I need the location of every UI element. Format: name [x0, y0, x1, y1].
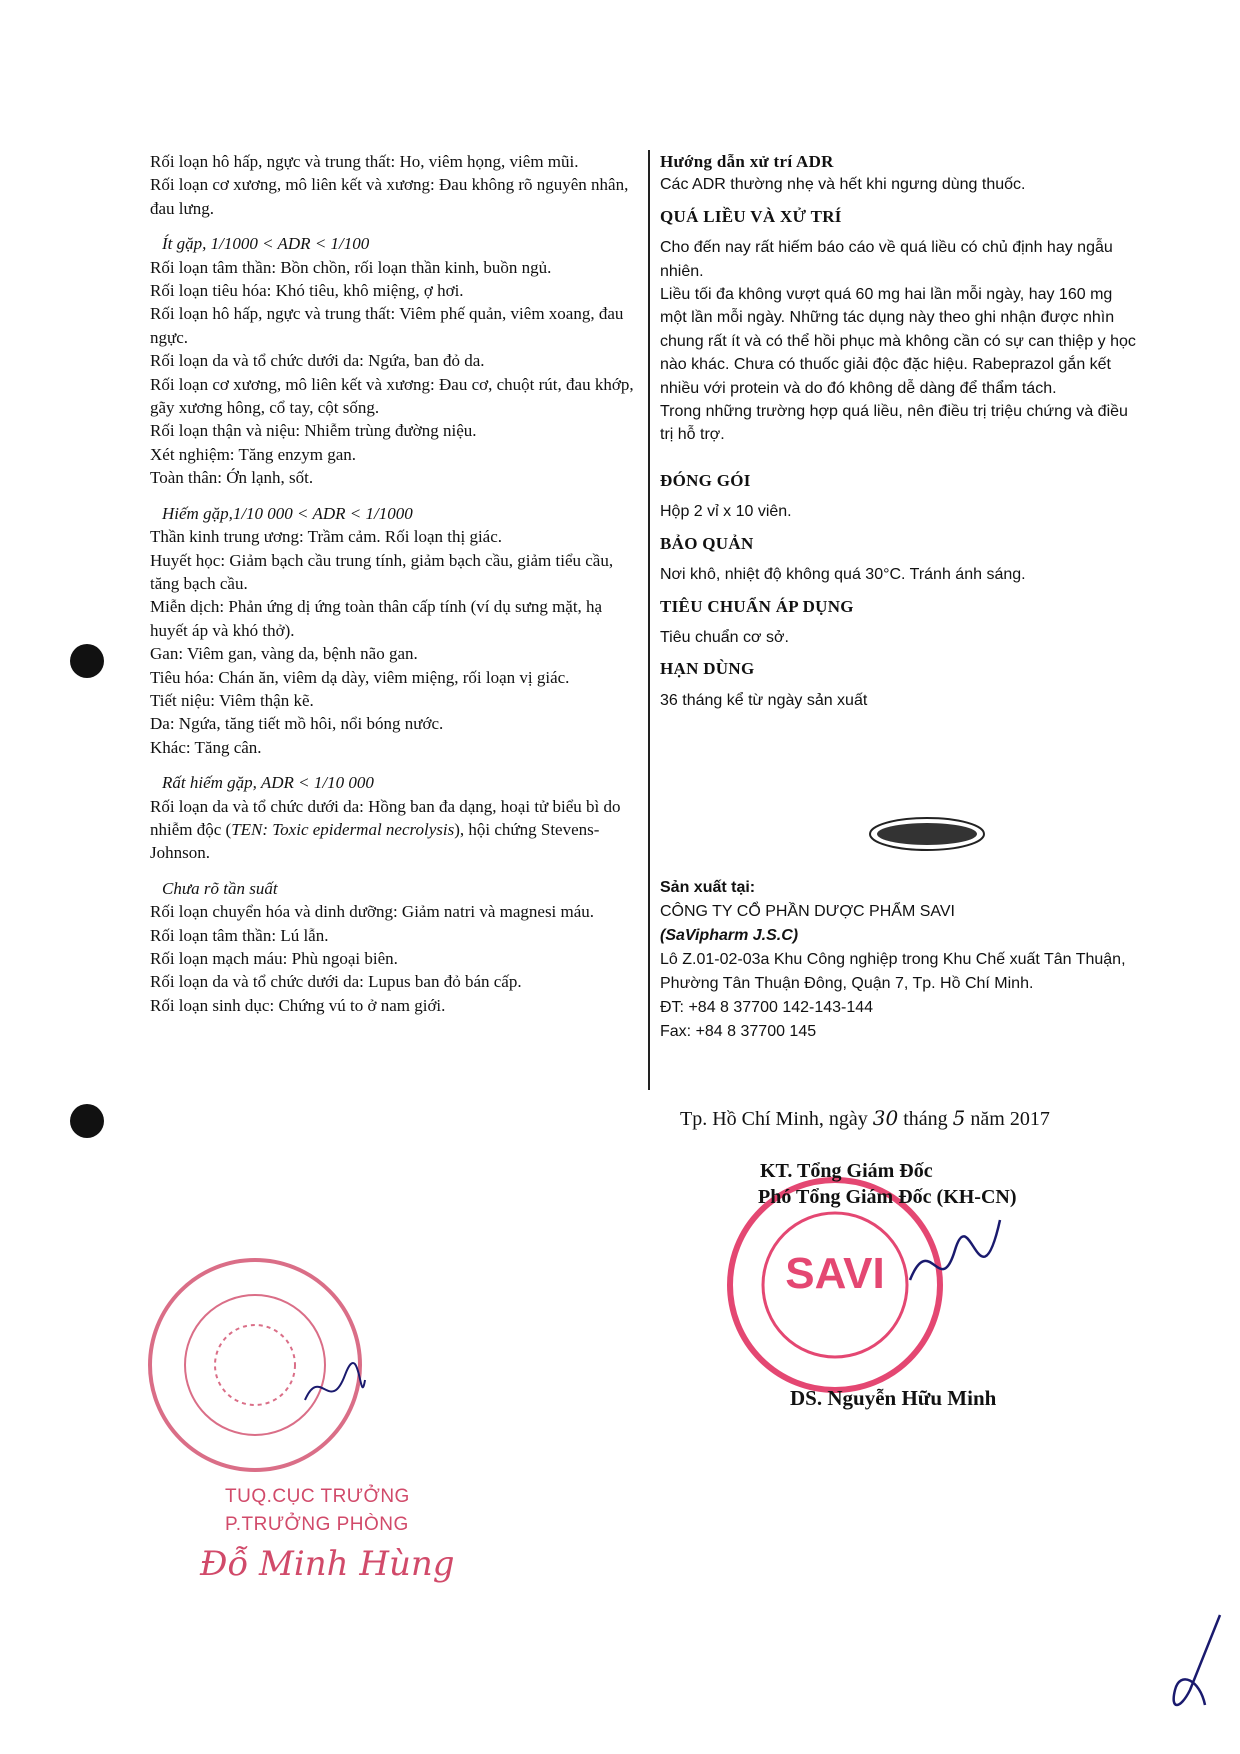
- punch-hole-bottom: [70, 1104, 104, 1138]
- company-name: CÔNG TY CỔ PHẦN DƯỢC PHẨM SAVI: [660, 903, 955, 920]
- adr-handling-heading: Hướng dẫn xử trí ADR: [660, 152, 834, 171]
- adr-line: Rối loạn cơ xương, mô liên kết và xương: Đau cơ, chuột rút, đau khớp, gãy xương hông, cổ tay, cột sống.: [150, 374, 634, 418]
- standard-heading: TIÊU CHUẨN ÁP DỤNG: [660, 596, 854, 616]
- date-month-label: tháng: [903, 1108, 948, 1130]
- approval-line-1: TUQ.CỤC TRƯỞNG: [225, 1486, 410, 1507]
- very-rare-heading: Rất hiếm gặp, ADR < 1/10 000: [162, 773, 374, 793]
- overdose-p2: Liều tối đa không vượt quá 60 mg hai lần mỗi ngày, hay 160 mg một lần mỗi ngày. Những tác dụng này theo ghi nhận được nhìn chung rất ít và có thể hồi phục mà không cần có sự can thiệp y học nào khác. Chưa có thuốc giải độc đặc hiệu. Rabeprazol gắn kết nhiều với protein và do đó không dễ dàng để thẩm tách.: [660, 286, 1136, 397]
- adr-line: Rối loạn da và tổ chức dưới da: Lupus ban đỏ bán cấp.: [150, 972, 522, 992]
- manufacturer-label: Sản xuất tại:: [660, 879, 756, 896]
- date-day: 30: [872, 1106, 899, 1130]
- packaging-text: Hộp 2 vỉ x 10 viên.: [660, 503, 792, 521]
- authority-signature: [300, 1360, 370, 1420]
- signing-date: [680, 1106, 1050, 1131]
- adr-line: Tiêu hóa: Chán ăn, viêm dạ dày, viêm miệng, rối loạn vị giác.: [150, 667, 570, 687]
- approval-signer-name: Đỗ Minh Hùng: [200, 1544, 455, 1584]
- adr-line: Thần kinh trung ương: Trầm cảm. Rối loạn thị giác.: [150, 527, 503, 547]
- adr-line: Rối loạn sinh dục: Chứng vú to ở nam giới.: [150, 995, 446, 1015]
- adr-line: Xét nghiệm: Tăng enzym gan.: [150, 444, 356, 464]
- very-rare-text-a: Rối loạn da và tổ chức dưới da: Hồng ban đa dạng, hoại tử biểu bì do nhiễm độc (: [150, 796, 621, 839]
- adr-line: Rối loạn thận và niệu: Nhiễm trùng đường niệu.: [150, 421, 477, 441]
- overdose-heading: QUÁ LIỀU VÀ XỬ TRÍ: [660, 206, 842, 226]
- adr-line: Huyết học: Giảm bạch cầu trung tính, giảm bạch cầu, giảm tiểu cầu, tăng bạch cầu.: [150, 550, 614, 593]
- column-divider: [648, 150, 650, 1090]
- company-brand: (SaVipharm J.S.C): [660, 927, 799, 944]
- adr-line: Da: Ngứa, tăng tiết mồ hôi, nổi bóng nước.: [150, 714, 444, 734]
- adr-line: Gan: Viêm gan, vàng da, bệnh não gan.: [150, 644, 418, 664]
- adr-line: Miễn dịch: Phản ứng dị ứng toàn thân cấp tính (ví dụ sưng mặt, hạ huyết áp và khó thở).: [150, 597, 603, 640]
- storage-text: Nơi khô, nhiệt độ không quá 30°C. Tránh ánh sáng.: [660, 566, 1026, 584]
- adr-line: Tiết niệu: Viêm thận kẽ.: [150, 690, 314, 710]
- adr-line: Khác: Tăng cân.: [150, 737, 262, 757]
- storage-heading: BẢO QUẢN: [660, 533, 754, 553]
- adr-line: [150, 795, 640, 865]
- adr-line: Rối loạn tâm thần: Bồn chồn, rối loạn thần kinh, buồn ngủ.: [150, 257, 552, 277]
- rare-heading: Hiếm gặp,1/10 000 < ADR < 1/1000: [162, 503, 413, 523]
- punch-hole-top: [70, 644, 104, 678]
- manufacturer-block: [660, 876, 1150, 1044]
- unknown-heading: Chưa rõ tần suất: [162, 878, 278, 898]
- expiry-heading: HẠN DÙNG: [660, 659, 755, 679]
- adr-line: Rối loạn tiêu hóa: Khó tiêu, khô miệng, ợ hơi.: [150, 281, 464, 301]
- expiry-text: 36 tháng kể từ ngày sản xuất: [660, 691, 868, 709]
- right-column: [660, 150, 1140, 712]
- signature-title-1: KT. Tổng Giám Đốc: [760, 1160, 933, 1182]
- initial-mark: [1160, 1610, 1230, 1720]
- logo-caption: [860, 858, 1000, 867]
- svg-text:SAVI: SAVI: [785, 1249, 885, 1298]
- adr-line: Rối loạn da và tổ chức dưới da: Ngứa, ban đỏ da.: [150, 351, 485, 371]
- date-city: Tp. Hồ Chí Minh, ngày: [680, 1108, 868, 1130]
- adr-line: Rối loạn cơ xương, mô liên kết và xương: Đau không rõ nguyên nhân, đau lưng.: [150, 175, 629, 218]
- approval-line-2: P.TRƯỞNG PHÒNG: [225, 1514, 409, 1535]
- date-month: 5: [952, 1106, 966, 1130]
- company-phone: ĐT: +84 8 37700 142-143-144: [660, 999, 874, 1016]
- signer-name: DS. Nguyễn Hữu Minh: [790, 1386, 997, 1410]
- adr-line: Rối loạn tâm thần: Lú lẫn.: [150, 925, 329, 945]
- overdose-p1: Cho đến nay rất hiếm báo cáo về quá liều có chủ định hay ngẫu nhiên.: [660, 239, 1113, 280]
- very-rare-text-b: ), hội chứng Stevens-Johnson.: [150, 819, 600, 863]
- adr-line: Rối loạn mạch máu: Phù ngoại biên.: [150, 949, 398, 968]
- packaging-heading: ĐÓNG GÓI: [660, 470, 751, 490]
- signature-title-2: Phó Tổng Giám Đốc (KH-CN): [758, 1186, 1017, 1208]
- company-fax: Fax: +84 8 37700 145: [660, 1023, 817, 1040]
- signature-scribble: [900, 1210, 1010, 1320]
- uncommon-heading: Ít gặp, 1/1000 < ADR < 1/100: [162, 234, 370, 254]
- savipharm-logo: [868, 816, 986, 852]
- date-year: năm 2017: [970, 1108, 1050, 1130]
- adr-line: Toàn thân: Ớn lạnh, sốt.: [150, 468, 314, 488]
- ten-term: TEN: Toxic epidermal necrolysis: [231, 819, 455, 839]
- company-address: Lô Z.01-02-03a Khu Công nghiệp trong Khu Chế xuất Tân Thuận, Phường Tân Thuận Đông, Quận 7, Tp. Hồ Chí Minh.: [660, 951, 1126, 992]
- overdose-p3: Trong những trường hợp quá liều, nên điều trị triệu chứng và điều trị hỗ trợ.: [660, 403, 1128, 444]
- adr-handling-text: Các ADR thường nhẹ và hết khi ngưng dùng thuốc.: [660, 176, 1026, 194]
- standard-text: Tiêu chuẩn cơ sở.: [660, 628, 789, 646]
- adr-line: Rối loạn hô hấp, ngực và trung thất: Viêm phế quản, viêm xoang, đau ngực.: [150, 304, 624, 347]
- adr-line: Rối loạn chuyển hóa và dinh dưỡng: Giảm natri và magnesi máu.: [150, 902, 595, 922]
- left-column: [150, 150, 640, 1017]
- adr-line: Rối loạn hô hấp, ngực và trung thất: Ho, viêm họng, viêm mũi.: [150, 152, 579, 171]
